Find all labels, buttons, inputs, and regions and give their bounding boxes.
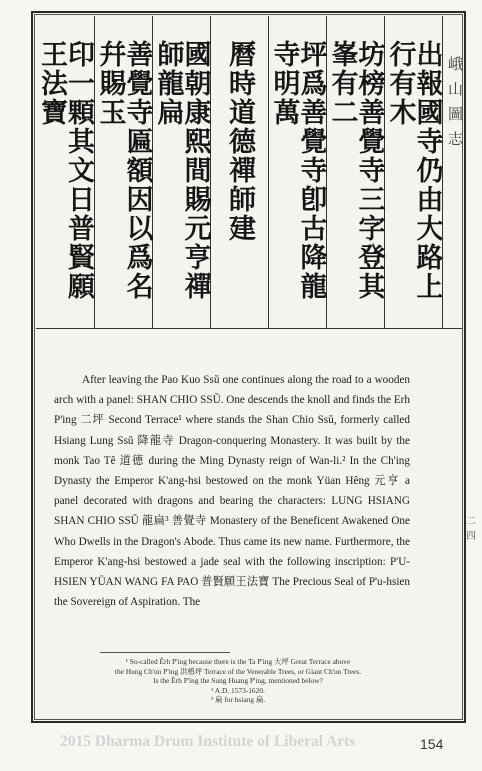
- vertical-line-3: 坪爲善覺寺卽古降龍寺明萬: [268, 40, 327, 301]
- vertical-line-2: 坊榜善覺寺三字登其峯有二: [326, 40, 385, 301]
- vertical-column-5: [152, 16, 210, 328]
- side-header-strip: [442, 16, 463, 328]
- side-header-title: 峨山圖志: [446, 56, 464, 156]
- margin-page-mark: 二四: [466, 516, 476, 542]
- vertical-column-3: [268, 16, 326, 328]
- footnote-line: ³ 扁 for hsiang 扁.: [210, 695, 266, 705]
- footnote-line: ¹ So-called Êrh P'ing because there is the Ta P'ing 大坪 Great Terrace above: [125, 657, 351, 666]
- page-number: 154: [420, 736, 444, 752]
- footnotes: [68, 657, 408, 705]
- body-paragraph: After leaving the Pao Kuo Ssŭ one continues along the road to a wooden arch with a panel: SHAN CHIO SSŬ. One descends the knoll and finds the Erh P'ing 二坪 Second Terrace¹ where stands the Shan Chio Ssŭ, formerly called Hsiang Lung Ssŭ 降龍寺 Dragon-conquering Monastery. It was built by the monk Tao Tê 道德 during the Ming Dynasty reign of Wan-li.² In the Ch'ing Dynasty the Emperor K'ang-hsi bestowed on the monk Yüan Hêng 元亨 a panel decorated with dragons and bearing the characters: LUNG HSIANG SHAN CHIO SSŬ 龍扁³ 善覺寺 Monastery of the Beneficent Awakened One Who Dwells in the Dragon's Abode. Thus came its new name. Furthermore, the Emperor K'ang-hsi bestowed a jade seal with the following inscription: P'U-HSIEN YÜAN WANG FA PAO 普賢願王法寶 The Precious Seal of P'u-hsien the Sovereign of Aspiration. The: [54, 374, 410, 609]
- vertical-line-6: 善覺寺匾額因以爲名幷賜玉: [94, 40, 153, 301]
- vertical-line-1: 出報國寺仍由大路上行有木: [384, 40, 443, 301]
- vertical-line-4: 曆時道德禪師建: [224, 40, 255, 243]
- vertical-column-1: [384, 16, 442, 328]
- section-divider: [36, 328, 462, 329]
- footnote-line: Is the Êrh P'ing the Sung Huang P'ing, mentioned below?: [153, 676, 323, 686]
- footnote-rule: [100, 652, 230, 653]
- footnote-line: ² A.D. 1573-1620.: [211, 685, 265, 695]
- vertical-line-7: 印一顆其文日普賢願王法寶: [36, 40, 94, 301]
- vertical-column-7: [36, 16, 94, 328]
- vertical-chinese-text-block: [36, 16, 442, 328]
- english-translation: [54, 370, 410, 612]
- watermark: 2015 Dharma Drum Institute of Liberal Arts: [60, 733, 356, 750]
- vertical-column-6: [94, 16, 152, 328]
- footnote-line: the Hung Ch'un P'ing 洪椿坪 Terrace of the Venerable Trees, or Giant Ch'un Trees.: [114, 666, 362, 676]
- vertical-line-5: 國朝康熙間賜元亨禪師龍扁: [152, 40, 211, 301]
- vertical-column-2: [326, 16, 384, 328]
- vertical-column-4: [210, 16, 268, 328]
